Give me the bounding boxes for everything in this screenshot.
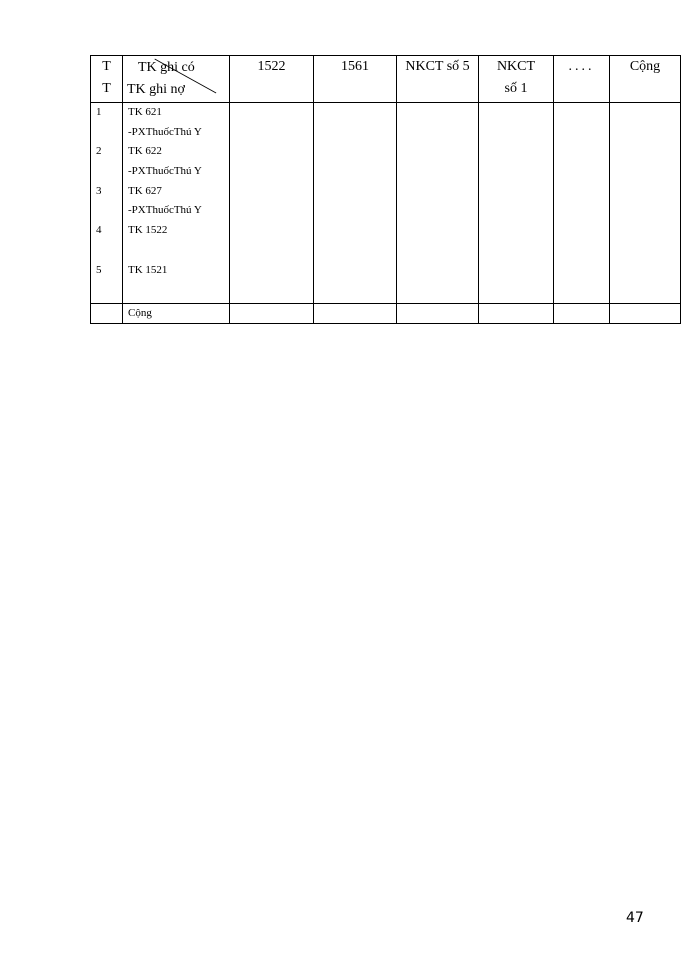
header-debit-account: TK ghi nợ [127,82,185,97]
total-cell [230,304,314,324]
header-col-1561 [314,56,397,103]
total-cell [479,304,554,324]
header-credit-account: TK ghi có [138,60,195,75]
account-line: TK 1521 [128,263,168,276]
cell-nkct1 [479,103,554,304]
header-col-label: NKCT số 5 [405,59,470,74]
cell-ellipsis [554,103,610,304]
body-row [91,103,681,304]
row-number: 4 [96,224,102,237]
total-row [91,304,681,324]
cell-nkct5 [397,103,479,304]
header-col-label: 1522 [257,59,286,74]
account-line: -PXThuốcThú Y [128,125,202,138]
header-col-1522 [230,56,314,103]
account-line: TK 622 [128,145,162,158]
account-line: -PXThuốcThú Y [128,165,202,178]
accounting-table [90,55,681,324]
account-line: TK 627 [128,184,162,197]
header-tt-line: T [102,59,111,74]
header-tt-line: T [102,81,111,96]
header-col-label: 1561 [341,59,369,74]
cell-1561 [314,103,397,304]
header-col-total [610,56,681,103]
row-number: 3 [96,184,102,197]
row-numbers [91,103,123,304]
header-col-label: Cộng [629,59,661,74]
row-accounts [123,103,230,304]
total-cell [314,304,397,324]
header-row [91,56,681,103]
account-line: -PXThuốcThú Y [128,204,202,217]
header-account-diagonal [123,56,230,103]
account-line: TK 1522 [128,224,168,237]
account-line [128,241,229,261]
total-label: Cộng [123,304,230,324]
row-number: 1 [96,106,102,118]
row-number: 2 [96,145,102,158]
total-cell [554,304,610,324]
header-col-label: NKCT số 1 [496,59,536,96]
page-number: 47 [626,910,644,926]
row-number: 5 [96,263,102,276]
header-col-nkct5 [397,56,479,103]
total-num-cell [91,304,123,324]
cell-total [610,103,681,304]
header-col-nkct1 [479,56,554,103]
header-tt [91,56,123,103]
total-cell [397,304,479,324]
total-cell [610,304,681,324]
header-col-ellipsis [554,56,610,103]
account-line: TK 621 [128,106,162,118]
cell-1522 [230,103,314,304]
header-col-label: .... [568,59,595,74]
